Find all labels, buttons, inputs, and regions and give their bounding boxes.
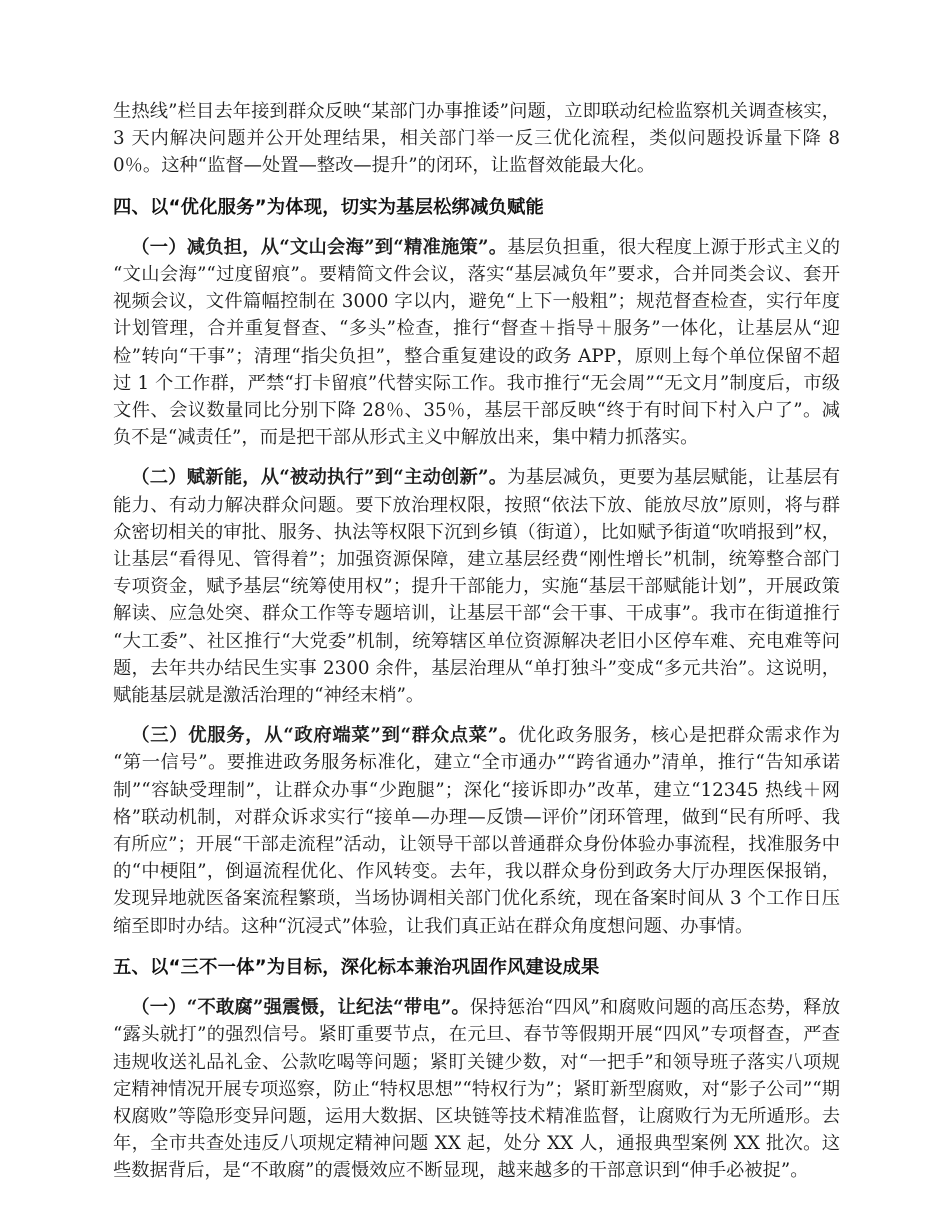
spacer <box>113 709 840 722</box>
paragraph-4-2 <box>113 464 840 709</box>
section-heading-five: 五、以“三不一体”为目标，深化标本兼治巩固作风建设成果 <box>113 956 600 978</box>
paragraph-text-4-2: 为基层减负，更要为基层赋能，让基层有能力、有动力解决群众问题。要下放治理权限，按照“依法下放、能放尽放”原则，将与群众密切相关的审批、服务、执法等权限下沉到乡镇（街道），比如赋予街道“吹哨报到”权，让基层“看得见、管得着”；加强资源保障，建立基层经费“刚性增长”机制，统筹整合部门专项资金，赋予基层“统筹使用权”；提升干部能力，实施“基层干部赋能计划”，开展政策解读、应急处突、群众工作等专题培训，让基层干部“会干事、干成事”。我市在街道推行“大工委”、社区推行“大党委”机制，统筹辖区单位资源解决老旧小区停车难、充电难等问题，去年共办结民生实事 2300 余件，基层治理从“单打独斗”变成“多元共治”。这说明，赋能基层就是激活治理的“神经末梢”。 <box>113 467 841 707</box>
paragraph-4-3 <box>113 722 840 940</box>
spacer <box>113 940 840 954</box>
paragraph-text-4-3: 优化政务服务，核心是把群众需求作为“第一信号”。要推进政务服务标准化，建立“全市通办”“跨省通办”清单，推行“告知承诺制”“容缺受理制”，让群众办事“少跑腿”；深化“接诉即办”改革，建立“12345 热线＋网格”联动机制，对群众诉求实行“接单—办理—反馈—评价”闭环管理，做到“民有所呼、我有所应”；开展“干部走流程”活动，让领导干部以普通群众身份体验办事流程，找准服务中的“中梗阻”，倒逼流程优化、作风转变。去年，我以群众身份到政务大厅办理医保报销，发现异地就医备案流程繁琐，当场协调相关部门优化系统，现在备案时间从 3 个工作日压缩至即时办结。这种“沉浸式”体验，让我们真正站在群众角度想问题、办事情。 <box>113 725 841 937</box>
paragraph-lead-4-3: （三）优服务，从“政府端菜”到“群众点菜”。 <box>131 725 518 747</box>
spacer <box>113 981 840 994</box>
spacer <box>113 180 840 194</box>
paragraph-lead-4-2: （二）赋新能，从“被动执行”到“主动创新”。 <box>131 467 508 489</box>
paragraph-continued: 生热线”栏目去年接到群众反映“某部门办事推诿”问题，立即联动纪检监察机关调查核实，3 天内解决问题并公开处理结果，相关部门举一反三优化流程，类似问题投诉量下降 80％。这种“监督—处置—整改—提升”的闭环，让监督效能最大化。 <box>113 101 840 177</box>
paragraph-lead-4-1: （一）减负担，从“文山会海”到“精准施策”。 <box>131 236 508 258</box>
paragraph-text-4-1: 基层负担重，很大程度上源于形式主义的“文山会海”“过度留痕”。要精简文件会议，落实“基层减负年”要求，合并同类会议、套开视频会议，文件篇幅控制在 3000 字以内，避免“上下一般粗”；规范督查检查，实行年度计划管理，合并重复督查、“多头”检查，推行“督查＋指导＋服务”一体化，让基层从“迎检”转向“干事”；清理“指尖负担”，整合重复建设的政务 APP，原则上每个单位保留不超过 1 个工作群，严禁“打卡留痕”代替实际工作。我市推行“无会周”“无文月”制度后，市级文件、会议数量同比分别下降 28％、35％，基层干部反映“终于有时间下村入户了”。减负不是“减责任”，而是把干部从形式主义中解放出来，集中精力抓落实。 <box>113 236 841 449</box>
spacer <box>113 221 840 234</box>
section-heading-four: 四、以“优化服务”为体现，切实为基层松绑减负赋能 <box>113 196 545 218</box>
document-body <box>113 98 840 1185</box>
paragraph-5-1 <box>113 994 840 1184</box>
spacer <box>113 451 840 464</box>
paragraph-text-5-1: 保持惩治“四风”和腐败问题的高压态势，释放“露头就打”的强烈信号。紧盯重要节点，在元旦、春节等假期开展“四风”专项督查，严查违规收送礼品礼金、公款吃喝等问题；紧盯关键少数，对“一把手”和领导班子落实八项规定精神情况开展专项巡察，防止“特权思想”“特权行为”；紧盯新型腐败，对“影子公司”“期权腐败”等隐形变异问题，运用大数据、区块链等技术精准监督，让腐败行为无所遁形。去年，全市共查处违反八项规定精神问题 XX 起，处分 XX 人，通报典型案例 XX 批次。这些数据背后，是“不敢腐”的震慑效应不断显现，越来越多的干部意识到“伸手必被捉”。 <box>113 997 840 1182</box>
paragraph-4-1 <box>113 234 840 452</box>
paragraph-lead-5-1: （一）“不敢腐”强震慑，让纪法“带电”。 <box>131 997 470 1019</box>
